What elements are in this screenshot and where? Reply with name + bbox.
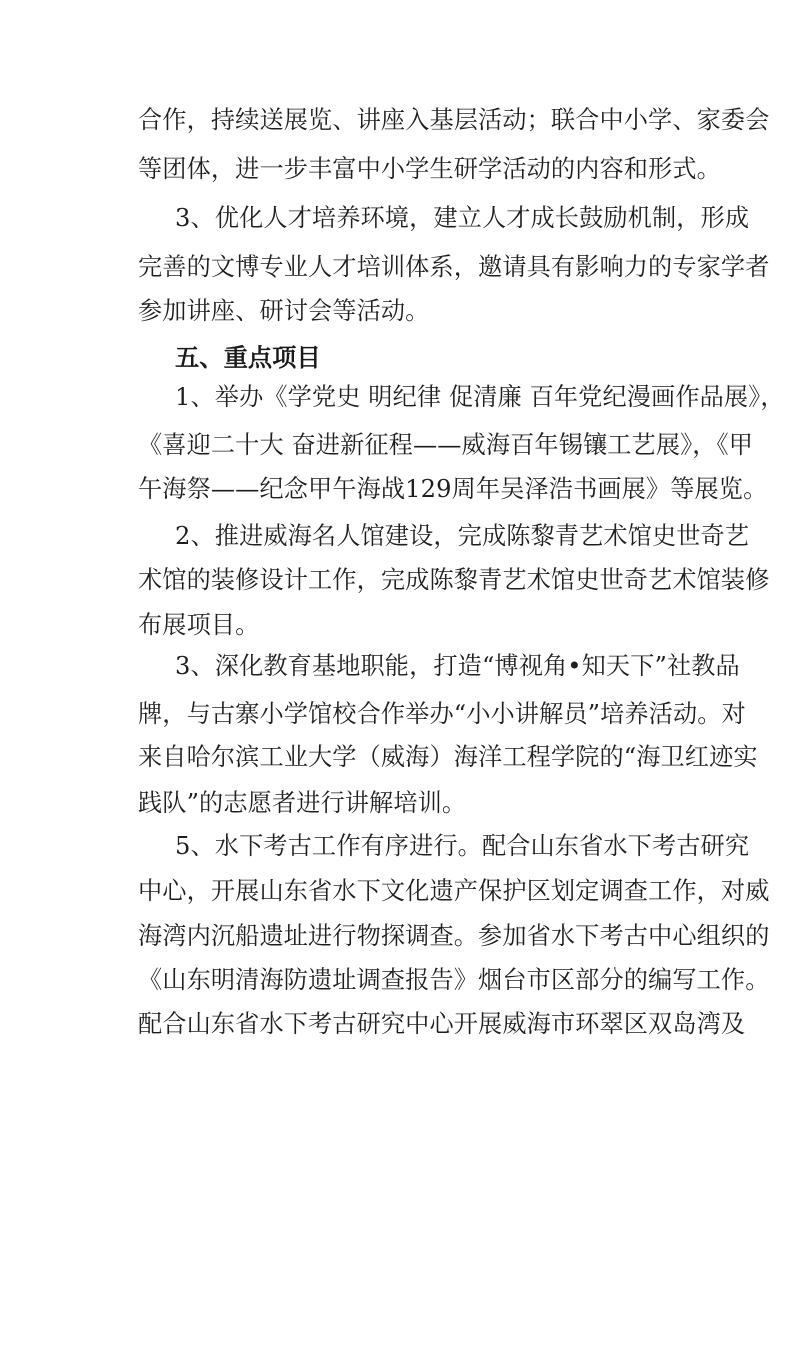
text-line: 合作，持续送展览、讲座入基层活动；联合中小学、家委会	[138, 106, 770, 134]
section-heading: 五、重点项目	[175, 344, 321, 372]
text-line: 1、举办《学党史 明纪律 促清廉 百年党纪漫画作品展》，	[175, 383, 785, 411]
text-line: 术馆的装修设计工作，完成陈黎青艺术馆史世奇艺术馆装修	[138, 566, 770, 594]
text-line: 来自哈尔滨工业大学（威海）海洋工程学院的“海卫红迹实	[138, 743, 758, 771]
text-line: 布展项目。	[138, 611, 260, 639]
text-line: 《山东明清海防遗址调查报告》烟台市区部分的编写工作。	[138, 966, 770, 994]
text-line: 午海祭——纪念甲午海战129周年吴泽浩书画展》等展览。	[138, 475, 768, 503]
text-line: 践队”的志愿者进行讲解培训。	[138, 789, 467, 817]
text-line: 完善的文博专业人才培训体系，邀请具有影响力的专家学者	[138, 253, 770, 281]
text-line: 3、优化人才培养环境，建立人才成长鼓励机制，形成	[175, 204, 750, 232]
text-line: 3、深化教育基地职能，打造“博视角•知天下”社教品	[175, 652, 740, 680]
text-line: 海湾内沉船遗址进行物探调查。参加省水下考古中心组织的	[138, 922, 770, 950]
text-line: 配合山东省水下考古研究中心开展威海市环翠区双岛湾及	[138, 1010, 746, 1038]
text-line: 5、水下考古工作有序进行。配合山东省水下考古研究	[175, 832, 750, 860]
text-line: 《喜迎二十大 奋进新征程——威海百年锡镶工艺展》，《甲	[138, 431, 754, 459]
text-line: 等团体，进一步丰富中小学生研学活动的内容和形式。	[138, 155, 721, 183]
text-line: 中心，开展山东省水下文化遗产保护区划定调查工作，对威	[138, 877, 770, 905]
text-line: 2、推进威海名人馆建设，完成陈黎青艺术馆史世奇艺	[175, 522, 750, 550]
text-line: 参加讲座、研讨会等活动。	[138, 297, 430, 325]
text-line: 牌，与古寨小学馆校合作举办“小小讲解员”培养活动。对	[138, 700, 746, 728]
